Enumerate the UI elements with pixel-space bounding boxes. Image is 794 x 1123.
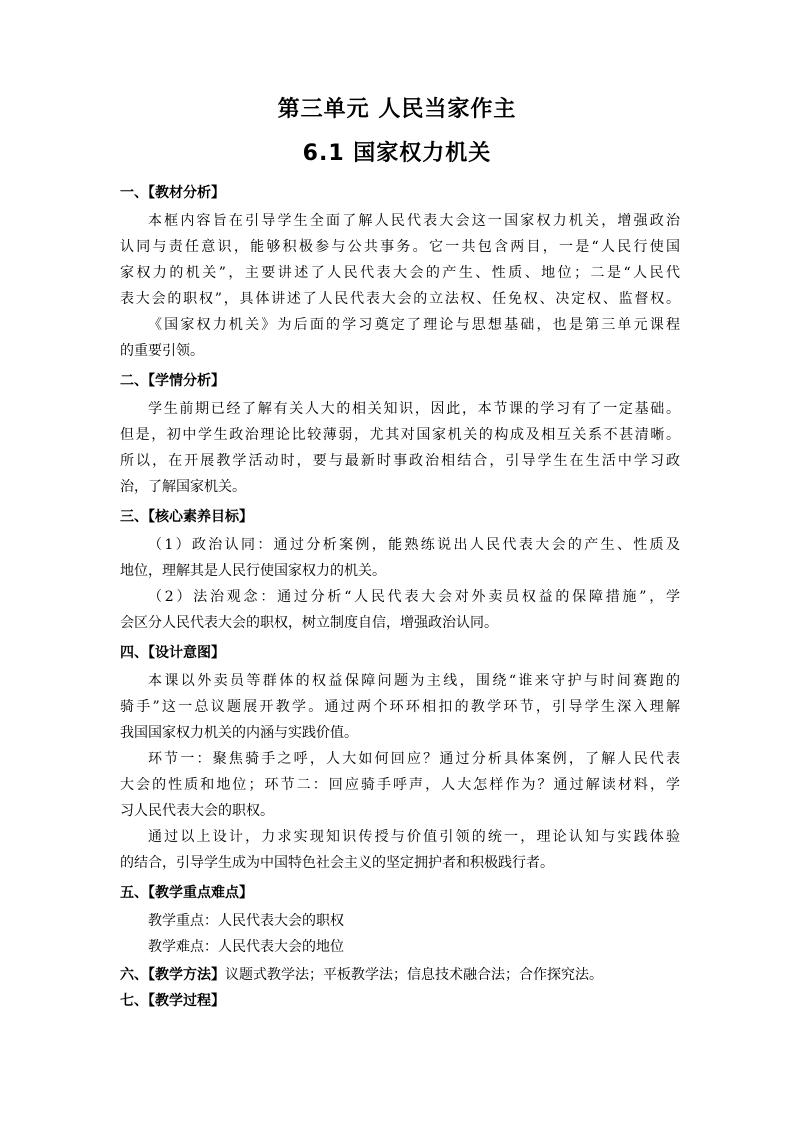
paragraph-line: 的重要引领。: [120, 343, 204, 359]
paragraph-line: 教学重点：人民代表大会的职权: [148, 913, 344, 929]
paragraph-line: 治，了解国家机关。: [120, 479, 246, 495]
paragraph-line: （2）法治观念：通过分析“人民代表大会对外卖员权益的保障措施”，学: [148, 589, 680, 605]
section-6-line: [120, 966, 680, 984]
paragraph-line: 通过以上设计，力求实现知识传授与价值引领的统一，理论认知与实践体验: [148, 829, 680, 845]
paragraph-line: 家权力的机关”，主要讲述了人民代表大会的产生、性质、地位；二是“人民代: [120, 265, 680, 281]
lesson-title: 6.1 国家权力机关: [302, 141, 492, 166]
paragraph-line: 的结合，引导学生成为中国特色社会主义的坚定拥护者和积极践行者。: [120, 855, 554, 871]
paragraph-line: 教学难点：人民代表大会的地位: [148, 939, 344, 955]
section-heading-5: 五、【教学重点难点】: [120, 885, 253, 901]
teaching-methods-text: 议题式教学法；平板教学法；信息技术融合法；合作探究法。: [225, 967, 603, 983]
section-heading-3: 三、【核心素养目标】: [120, 509, 253, 525]
paragraph-line: 表大会的职权”，具体讲述了人民代表大会的立法权、任免权、决定权、监督权。: [120, 291, 680, 307]
paragraph-line: （1）政治认同：通过分析案例，能熟练说出人民代表大会的产生、性质及: [148, 537, 680, 553]
paragraph-line: 地位，理解其是人民行使国家权力的机关。: [120, 563, 386, 579]
paragraph-line: 环节一：聚焦骑手之呼，人大如何回应？通过分析具体案例，了解人民代表: [148, 751, 680, 767]
paragraph-line: 会区分人民代表大会的职权，树立制度自信，增强政治认同。: [120, 615, 498, 631]
unit-title: 第三单元 人民当家作主: [277, 97, 517, 122]
paragraph-line: 本课以外卖员等群体的权益保障问题为主线，围绕“谁来守护与时间赛跑的: [148, 673, 680, 689]
section-heading-1: 一、【教材分析】: [120, 185, 225, 201]
section-heading-2: 二、【学情分析】: [120, 373, 225, 389]
paragraph-line: 学生前期已经了解有关人大的相关知识，因此，本节课的学习有了一定基础。: [148, 401, 680, 417]
paragraph-line: 《国家权力机关》为后面的学习奠定了理论与思想基础，也是第三单元课程: [148, 317, 680, 333]
paragraph-line: 我国国家权力机关的内涵与实践价值。: [120, 725, 358, 741]
paragraph-line: 大会的性质和地位；环节二：回应骑手呼声，人大怎样作为？通过解读材料，学: [120, 777, 680, 793]
section-heading-6: 六、【教学方法】: [120, 967, 225, 983]
paragraph-line: 骑手”这一总议题展开教学。通过两个环环相扣的教学环节，引导学生深入理解: [120, 699, 680, 715]
paragraph-line: 习人民代表大会的职权。: [120, 803, 274, 819]
paragraph-line: 所以，在开展教学活动时，要与最新时事政治相结合，引导学生在生活中学习政: [120, 453, 680, 469]
paragraph-line: 本框内容旨在引导学生全面了解人民代表大会这一国家权力机关，增强政治: [148, 213, 680, 229]
paragraph-line: 但是，初中学生政治理论比较薄弱，尤其对国家机关的构成及相互关系不甚清晰。: [120, 427, 680, 443]
section-heading-4: 四、【设计意图】: [120, 645, 225, 661]
section-heading-7: 七、【教学过程】: [120, 993, 225, 1009]
paragraph-line: 认同与责任意识，能够积极参与公共事务。它一共包含两目，一是“人民行使国: [120, 239, 680, 255]
